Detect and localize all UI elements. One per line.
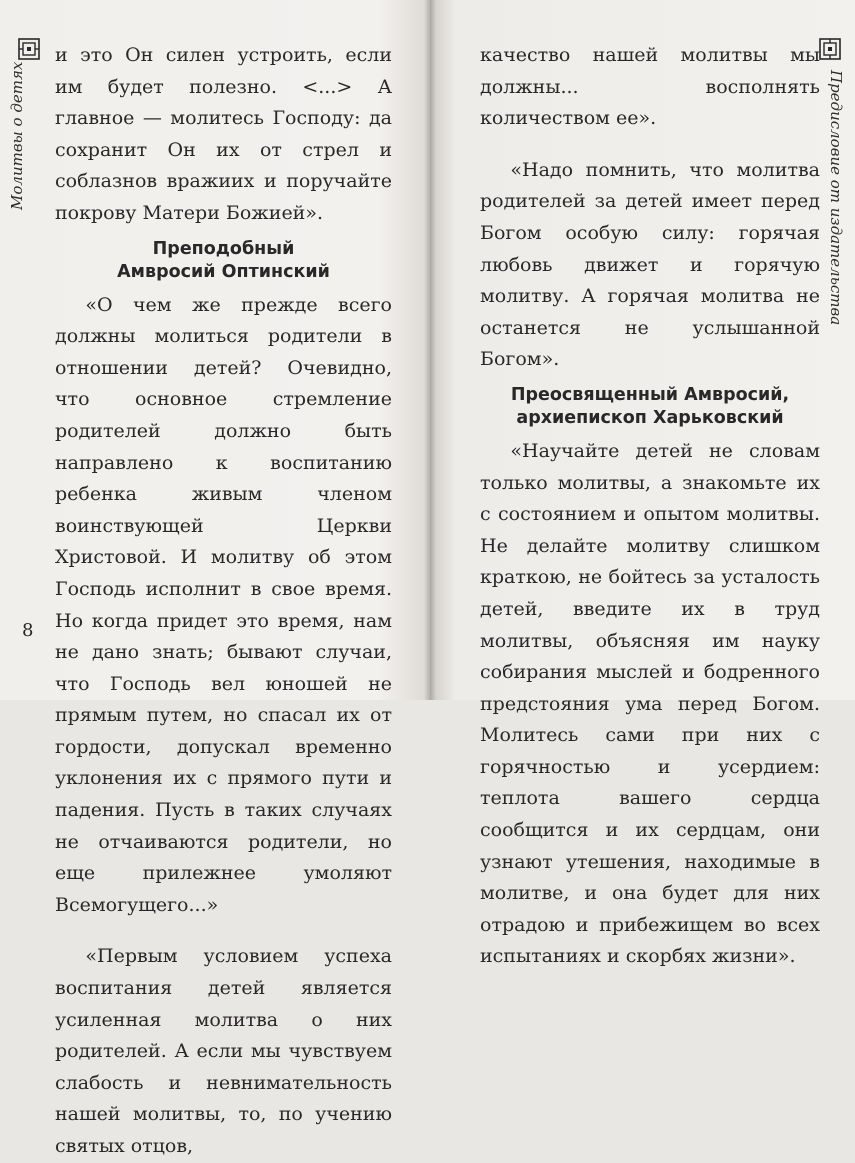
page-number: 8 — [22, 620, 34, 641]
paragraph: качество нашей молитвы мы должны... восполнять количеством ее». — [480, 44, 820, 130]
book-spine — [424, 0, 436, 700]
section-heading: Амвросий Оптинский — [117, 261, 330, 282]
left-running-head: Молитвы о детях — [8, 61, 26, 210]
paragraph: и это Он силен устроить, если им будет полезно. <...> А главное — молитесь Господу: да сохранит Он их от стрел и соблазнов вражиих и поручайте покрову Матери Божией». — [55, 44, 392, 224]
ornament-icon — [18, 38, 40, 60]
left-body-text — [55, 40, 392, 1163]
section-heading: Преподобный — [152, 238, 295, 259]
paragraph: «О чем же прежде всего должны молиться родители в отношении детей? Очевидно, что основное стремление родителей должно быть направлено к воспитанию ребенка живым членом воинствующей Церкви Христовой. И молитву об этом Господь исполнит в свое время. Но когда придет это время, нам не дано знать; бывают случаи, что Господь вел юношей не прямым путем, но спасал их от гордости, допускал временно уклонения их с прямого пути и падения. Пусть в таких случаях не отчаиваются родители, но еще прилежнее умоляют Всемогущего...» — [55, 293, 392, 916]
right-running-head: Предисловие от издательства — [827, 70, 845, 326]
ornament-icon — [819, 38, 841, 60]
paragraph: «Надо помнить, что молитва родителей за детей имеет перед Богом особую силу: горячая любовь движет и горячую молитву. А горячая молитва не останется не услышанной Богом». — [480, 158, 820, 371]
paragraph: «Первым условием успеха воспитания детей является усиленная молитва о них родителей. А если мы чувствуем слабость и невнимательность нашей молитвы, то, по учению святых отцов, — [55, 945, 392, 1157]
right-body-text — [480, 40, 820, 973]
section-heading: архиепископ Харьковский — [516, 407, 784, 428]
paragraph: «Научайте детей не словам только молитвы, а знакомьте их с состоянием и опытом молитвы. Не делайте молитву слишком краткою, не бойтесь за усталость детей, введите их в труд молитвы, объясняя им науку собирания мыслей и бодренного предстояния ума перед Богом. Молитесь сами при них с горячностью и усердием: теплота вашего сердца сообщится и их сердцам, они узнают утешения, находимые в молитве, и она будет для них отрадою и прибежищем во всех испытаниях и скорбях жизни». — [480, 439, 820, 968]
section-heading: Преосвященный Амвросий, — [510, 384, 790, 405]
right-page — [430, 0, 855, 968]
